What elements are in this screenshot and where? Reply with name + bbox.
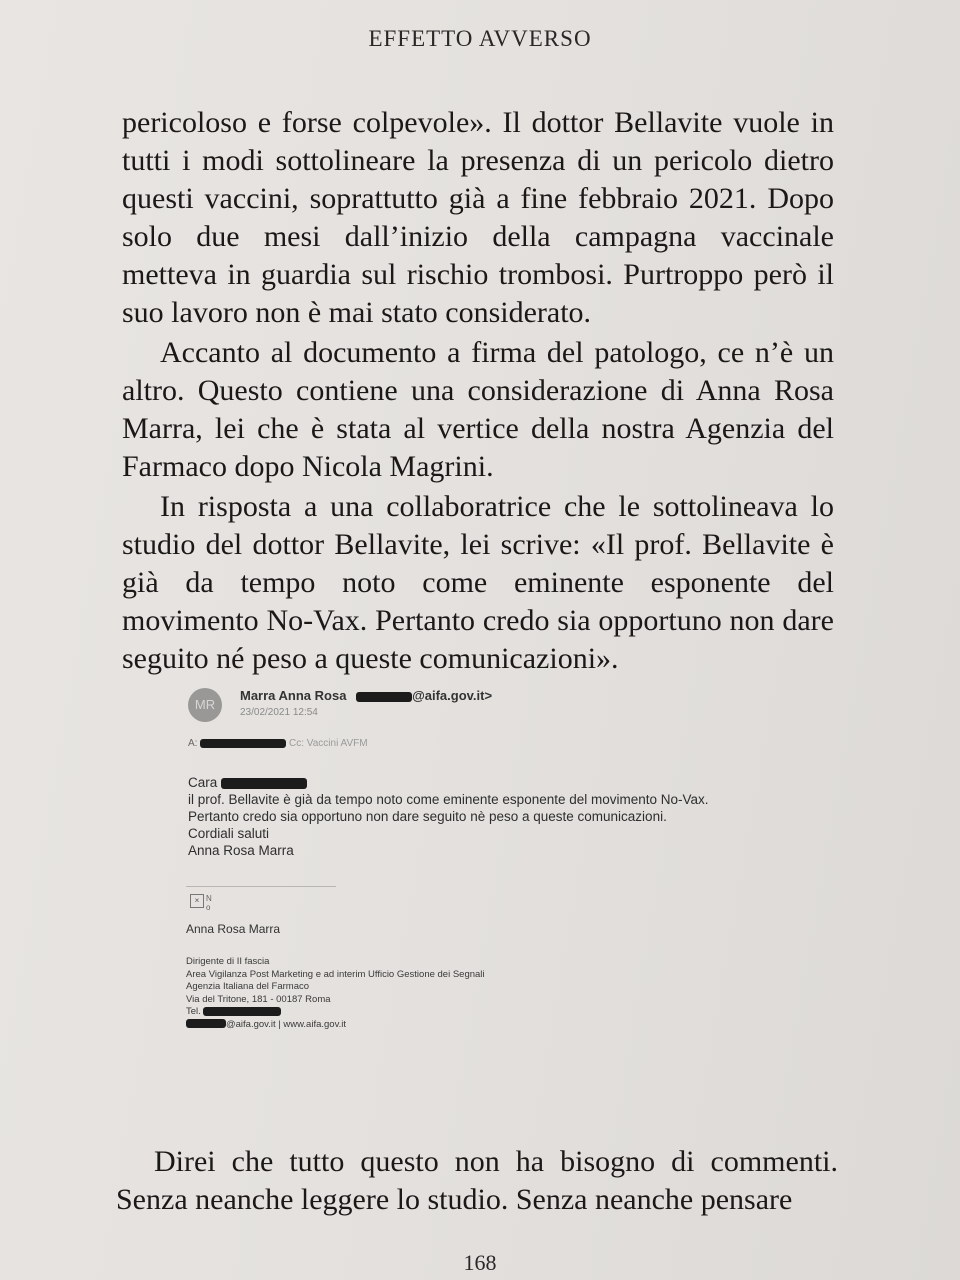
- email-screenshot: [186, 682, 786, 1052]
- broken-image-label: N o: [206, 894, 212, 912]
- cc-label: Cc: Vaccini AVFM: [289, 738, 368, 749]
- broken-image-icon: ×: [190, 894, 204, 908]
- paragraph-3: In risposta a una collaboratrice che le sottolineava lo studio del dottor Bellavite, lei scrive: «Il prof. Bellavite è già da tempo noto come eminente esponente del movimento No-Vax. Pertanto credo sia opportuno non dare seguito né peso a queste comunicazioni».: [122, 490, 834, 675]
- email-body: [188, 774, 709, 859]
- running-header: EFFETTO AVVERSO: [368, 26, 592, 51]
- body-line-2: Pertanto credo sia opportuno non dare seguito nè peso a queste comunicazioni.: [188, 809, 667, 824]
- sender-line: [240, 688, 492, 703]
- body-line-3: Cordiali saluti: [188, 826, 270, 841]
- signature-line-1: Dirigente di II fascia: [186, 956, 270, 967]
- body-line-4: Anna Rosa Marra: [188, 843, 294, 858]
- body-line-1: il prof. Bellavite è già da tempo noto come eminente esponente del movimento No-Vax.: [188, 792, 709, 807]
- recipients-line: [188, 738, 368, 749]
- redacted-phone: [203, 1007, 281, 1016]
- sender-name: Marra Anna Rosa: [240, 688, 347, 703]
- sender-domain: @aifa.gov.it>: [412, 688, 493, 703]
- signature-contact-line: [186, 1019, 485, 1032]
- email-date: 23/02/2021 12:54: [240, 707, 318, 718]
- page-number: 168: [463, 1250, 497, 1275]
- redacted-recipient: [200, 739, 286, 748]
- redacted-name: [221, 778, 307, 789]
- signature-phone-line: [186, 1006, 485, 1019]
- signature-line-4: Via del Tritone, 181 - 00187 Roma: [186, 993, 331, 1005]
- closing-paragraph: Direi che tutto questo non ha bisogno di commenti. Senza neanche leggere lo studio. Senza neanche pensare: [116, 1145, 838, 1216]
- redacted-email-user: [356, 692, 412, 702]
- signature-divider: [186, 886, 336, 887]
- main-text: [122, 104, 834, 678]
- sender-avatar: MR: [188, 688, 222, 722]
- greeting: Cara: [188, 775, 218, 790]
- signature-details: [186, 956, 485, 1031]
- paragraph-1: pericoloso e forse colpevole». Il dottor Bellavite vuole in tutti i modi sottolineare la presenza di un pericolo dietro questi vaccini, soprattutto già a fine febbraio 2021. Dopo solo due mesi dall’inizio della campagna vaccinale metteva in guardia sul rischio trombosi. Purtroppo però il suo lavoro non è mai stato considerato.: [122, 106, 834, 329]
- signature-line-3: Agenzia Italiana del Farmaco: [186, 981, 310, 992]
- redacted-contact-user: [186, 1019, 226, 1028]
- signature-name: Anna Rosa Marra: [186, 922, 281, 936]
- closing-text: [116, 1141, 838, 1219]
- signature-contact: @aifa.gov.it | www.aifa.gov.it: [226, 1018, 347, 1030]
- greeting-line: [188, 774, 709, 791]
- signature-line-2: Area Vigilanza Post Marketing e ad interim Ufficio Gestione dei Segnali: [186, 968, 485, 980]
- paragraph-2: Accanto al documento a firma del patologo, ce n’è un altro. Questo contiene una considerazione di Anna Rosa Marra, lei che è stata al vertice della nostra Agenzia del Farmaco dopo Nicola Magrini.: [122, 336, 834, 483]
- to-label: A:: [188, 738, 198, 749]
- phone-label: Tel.: [186, 1006, 201, 1017]
